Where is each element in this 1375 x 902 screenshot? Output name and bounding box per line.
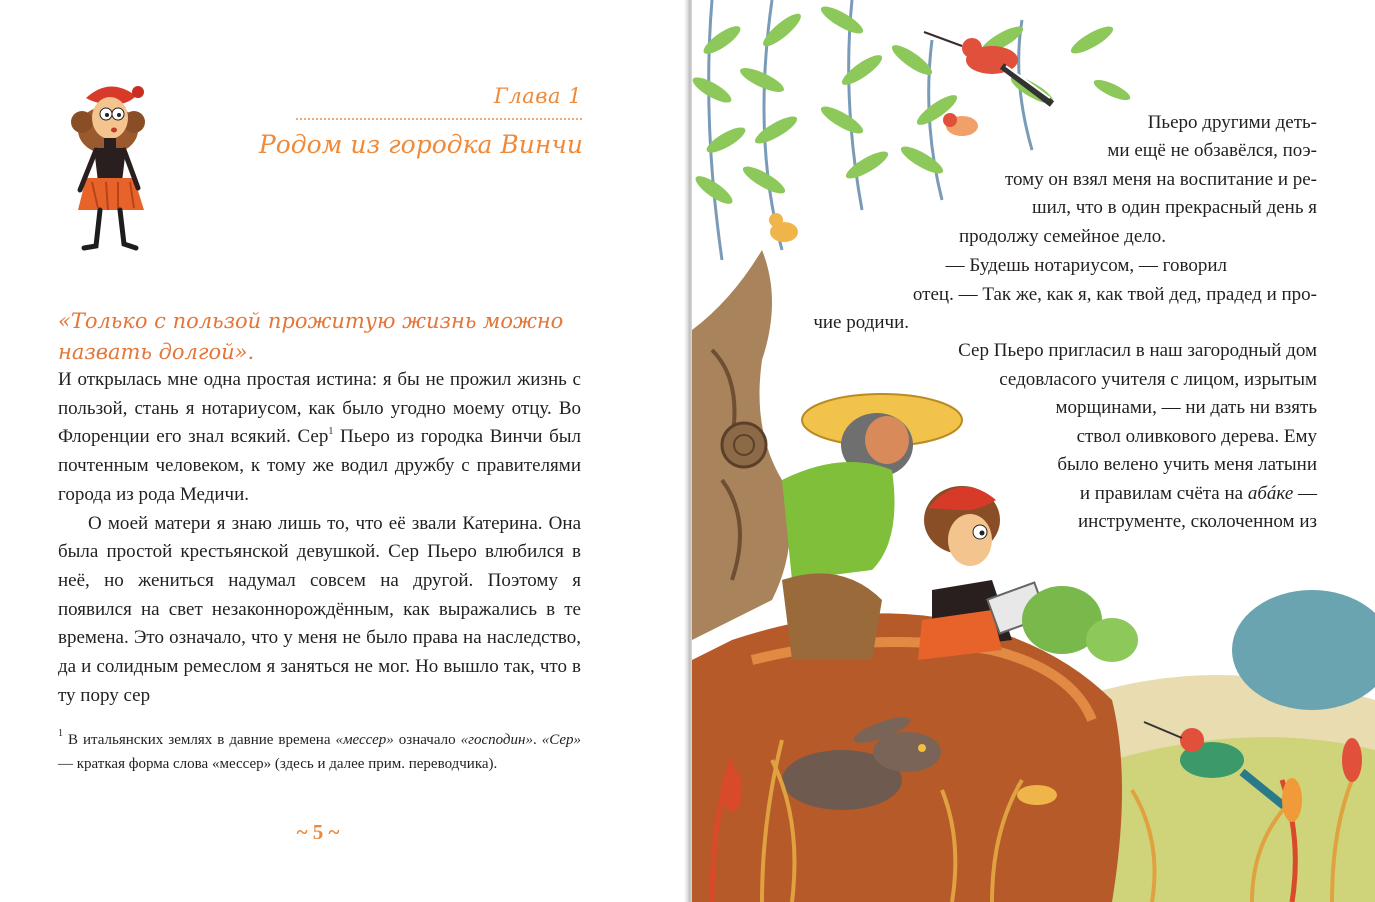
footnote-text: .	[532, 732, 542, 748]
epigraph-line: назвать долгой».	[58, 340, 255, 364]
text-fragment: и правилам счёта на	[1079, 483, 1248, 504]
body-text-right	[692, 0, 1375, 600]
text-line: было велено учить меня латыни	[1057, 454, 1317, 475]
text-line: шил, что в один прекрасный день я	[1031, 197, 1317, 218]
text-line: — Будешь нотариусом, — говорил	[945, 255, 1227, 276]
footnote-text: — краткая форма слова «мессер» (здесь и далее прим. переводчика).	[58, 756, 498, 772]
footnote-marker: 1	[328, 426, 334, 438]
text-line: отец. — Так же, как я, как твой дед, прадед и про-	[912, 284, 1317, 305]
chapter-title: Родом из городка Винчи	[258, 130, 583, 159]
footnote-text: В итальянских землях в давние времена	[63, 732, 336, 748]
footnote-term: «мессер»	[335, 732, 394, 748]
text-term: абáке	[1247, 483, 1294, 504]
paragraph-text: И открылась мне одна простая истина: я бы не прожил жизнь с пользой, стань я нотариусом, как было угодно моему отцу. Во Флоренции его знал всякий. Сер	[58, 369, 581, 448]
body-text-left	[58, 366, 581, 710]
text-line	[1080, 483, 1317, 505]
text-line: ствол оливкового дерева. Ему	[1076, 426, 1317, 447]
footnote-term: «Сер»	[541, 732, 581, 748]
footnote-text: означало	[393, 732, 461, 748]
leonardo-child-figure	[52, 70, 170, 262]
paragraph-text: О моей матери я знаю лишь то, что её звали Катерина. Она была простой крестьянской девушкой. Сер Пьеро влюбился в неё, но жениться надумал совсем на другой. Поэтому я появился на свет незаконнорождённым, как выражались в те времена. Это означало, что у меня не было права на наследство, да и солидным ремеслом я заняться не мог. Но вышло так, что в ту пору сер	[58, 512, 581, 706]
chapter-divider	[296, 118, 582, 120]
paragraph	[58, 510, 581, 711]
text-line: морщинами, — ни дать ни взять	[1055, 397, 1317, 418]
epigraph-line: «Только с пользой прожитую жизнь можно	[58, 309, 564, 333]
chapter-label: Глава 1	[493, 84, 582, 108]
footnote-mark: 1	[58, 728, 63, 739]
text-line: седовласого учителя с лицом, изрытым	[999, 369, 1317, 390]
paragraph-text: Пьеро из городка Винчи был почтенным человеком, к тому же водил дружбу с правителями города из рода Медичи.	[58, 426, 581, 505]
text-line: ми ещё не обзавёлся, поэ-	[1107, 140, 1317, 161]
text-line: продолжу семейное дело.	[958, 226, 1166, 247]
page-number: ~ 5 ~	[296, 820, 340, 844]
text-line: Сер Пьеро пригласил в наш загородный дом	[958, 340, 1317, 361]
right-page	[692, 0, 1375, 902]
epigraph	[58, 306, 598, 368]
text-line: инструменте, сколоченном из	[1077, 511, 1317, 532]
paragraph	[58, 366, 581, 510]
footnote	[58, 728, 581, 776]
text-line: Пьеро другими деть-	[1147, 112, 1317, 133]
text-line: чие родичи.	[813, 312, 909, 333]
text-fragment: —	[1293, 483, 1317, 504]
footnote-term: «господин»	[460, 732, 533, 748]
text-line: тому он взял меня на воспитание и ре-	[1004, 169, 1317, 190]
